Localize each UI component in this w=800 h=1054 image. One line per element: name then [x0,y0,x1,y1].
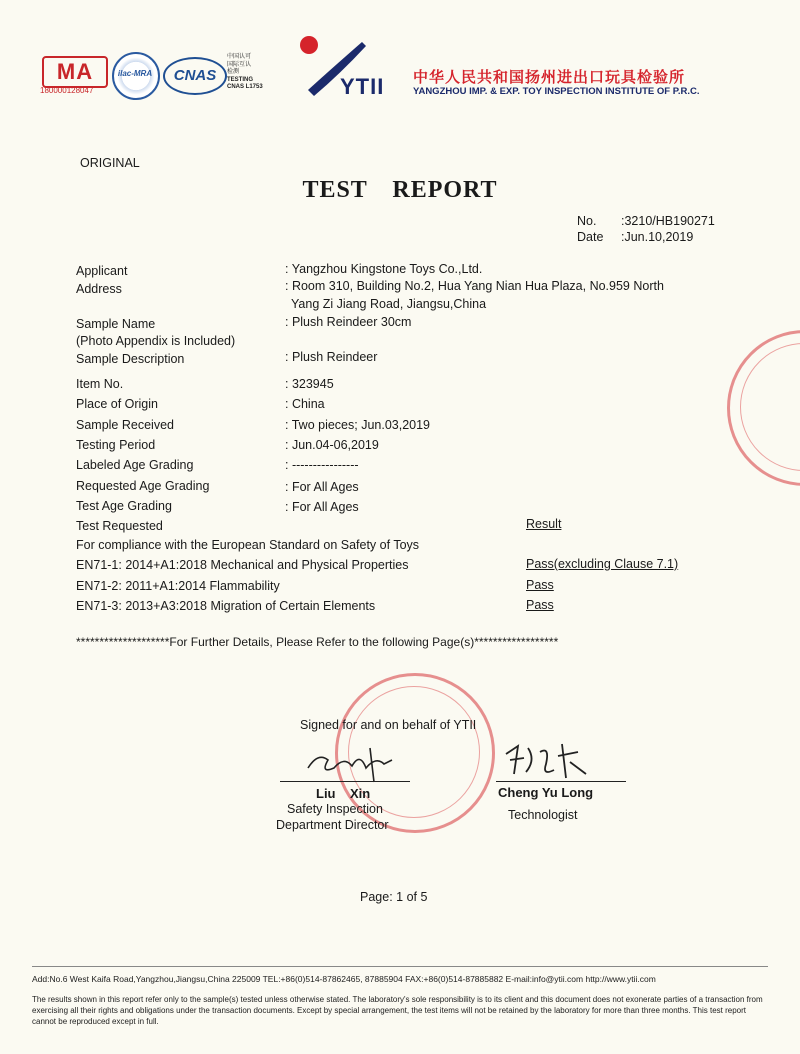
sample-description-label: Sample Description [76,352,185,366]
applicant-value: : Yangzhou Kingstone Toys Co.,Ltd. [285,262,483,276]
report-date-label: Date [577,230,604,244]
signature-cheng-yu-long [496,734,606,784]
seal-inner-ring [740,343,800,471]
result-header: Result [526,517,562,531]
further-details-line: ********************For Further Details, Please Refer to the following Page(s)****************** [76,635,559,649]
official-seal-side [727,330,800,486]
signer-right-name: Cheng Yu Long [498,785,594,800]
cma-logo: MA [42,56,108,88]
item-no-label: Item No. [76,377,124,391]
cnas-caption-line: CNAS L1753 [227,84,263,90]
footer-divider [32,966,768,967]
cnas-logo: CNAS [163,57,227,95]
cma-number: 180000128047 [40,86,94,95]
original-label: ORIGINAL [80,156,140,170]
test-age-grading-label: Test Age Grading [76,499,172,513]
cnas-caption-line: 国际互认 [227,61,252,68]
cnas-caption-line: 检测 [227,69,240,75]
institute-name-en: YANGZHOU IMP. & EXP. TOY INSPECTION INSTITUTE OF P.R.C. [413,86,700,97]
cnas-caption [227,54,263,92]
sample-description-value: : Plush Reindeer [285,350,378,364]
place-of-origin-value: : China [285,397,325,411]
requested-age-grading-label: Requested Age Grading [76,479,210,493]
place-of-origin-label: Place of Origin [76,397,158,411]
labeled-age-grading-label: Labeled Age Grading [76,458,194,472]
signature-line-right [496,781,626,782]
ilac-mra-text: ilac-MRA [117,69,153,78]
test-item-result: Pass [526,598,554,612]
footer-disclaimer: The results shown in this report refer only to the sample(s) tested unless otherwise stated. The laboratory's sole responsibility is to its client and this document does not exonerate parties of a transaction from exercising all their rights and obligations under the transaction documents. Except by special arrangement, the test items will not be retained by the laboratory for more than three months. This test report cannot be reproduced except in full. [32,995,763,1026]
photo-appendix-label: (Photo Appendix is Included) [76,334,236,348]
signer-left-title-line-1: Safety Inspection [287,802,383,816]
testing-period-value: : Jun.04-06,2019 [285,438,379,452]
test-item-name: EN71-3: 2013+A3:2018 Migration of Certain Elements [76,599,376,613]
test-item-name: EN71-2: 2011+A1:2014 Flammability [76,579,280,593]
test-age-grading-value: : For All Ages [285,500,359,514]
address-value-line-1: : Room 310, Building No.2, Hua Yang Nian Hua Plaza, No.959 North [285,279,664,293]
page-number: Page: 1 of 5 [360,890,428,904]
test-requested-label: Test Requested [76,519,163,533]
testing-period-label: Testing Period [76,438,156,452]
signer-right-title: Technologist [508,808,578,822]
cnas-caption-line: 中国认可 [227,54,252,60]
labeled-age-grading-value: : ---------------- [285,458,359,472]
report-no-value: :3210/HB190271 [621,214,715,228]
test-item-name: EN71-1: 2014+A1:2018 Mechanical and Physical Properties [76,558,409,572]
cnas-caption-line: TESTING [227,76,254,83]
footer-address: Add:No.6 West Kaifa Road,Yangzhou,Jiangsu,China 225009 TEL:+86(0)514-87862465, 87885904 FAX:+86(0)514-87885882 E-mail:info@ytii.com http://www.ytii.com [32,974,656,984]
institute-name-cn: 中华人民共和国扬州进出口玩具检验所 [413,69,686,86]
address-value-line-2: Yang Zi Jiang Road, Jiangsu,China [291,297,487,311]
test-item-result: Pass [526,578,554,592]
test-item-result: Pass(excluding Clause 7.1) [526,557,679,571]
requested-age-grading-value: : For All Ages [285,480,359,494]
applicant-label: Applicant [76,264,128,278]
item-no-value: : 323945 [285,377,334,391]
compliance-statement: For compliance with the European Standard on Safety of Toys [76,538,420,552]
sample-received-label: Sample Received [76,418,174,432]
ytii-logo-text: YTII [340,74,385,99]
report-title: TEST REPORT [302,177,498,203]
sample-name-label: Sample Name [76,317,156,331]
signature-liu-xin [300,738,410,786]
report-date-value: :Jun.10,2019 [621,230,694,244]
report-no-label: No. [577,214,597,228]
sample-name-value: : Plush Reindeer 30cm [285,315,412,329]
sample-received-value: : Two pieces; Jun.03,2019 [285,418,431,432]
address-label: Address [76,282,122,296]
signed-on-behalf: Signed for and on behalf of YTII [300,718,477,732]
signature-line-left [280,781,410,782]
signer-left-name: Liu Xin [316,786,371,801]
signer-left-title-line-2: Department Director [276,818,389,832]
